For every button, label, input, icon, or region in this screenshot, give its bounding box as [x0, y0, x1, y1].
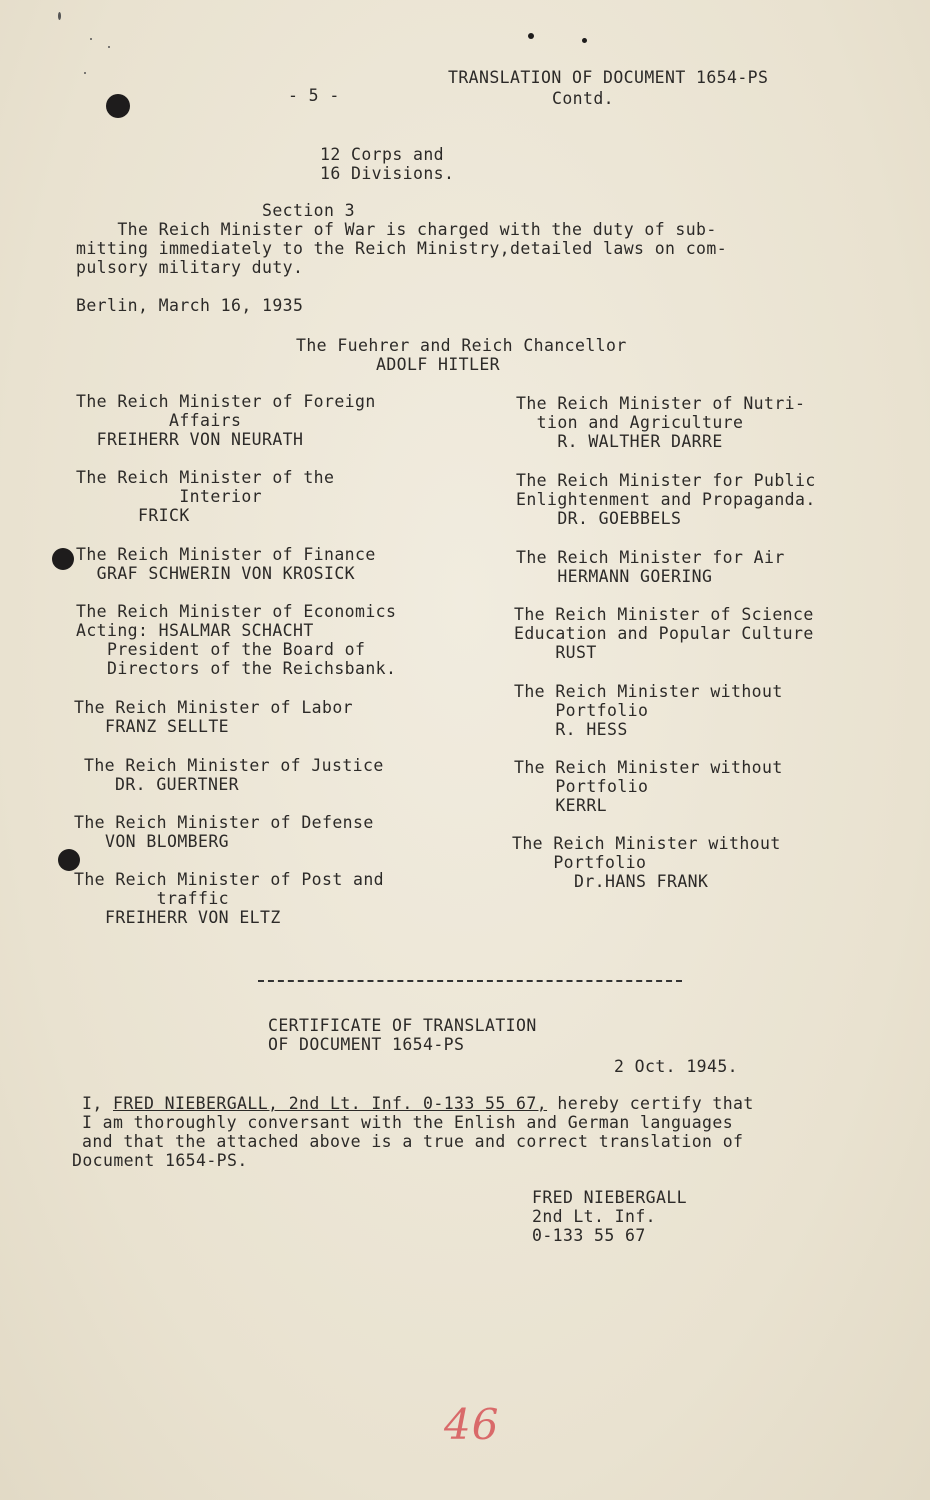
fuehrer-title: The Fuehrer and Reich Chancellor [296, 336, 627, 355]
translator-credentials: FRED NIEBERGALL, 2nd Lt. Inf. 0-133 55 67, [113, 1094, 548, 1113]
signature-line: 0-133 55 67 [532, 1226, 646, 1245]
minister-right-3 [516, 548, 785, 586]
handwritten-page-mark: 46 [444, 1400, 500, 1449]
minister-line: FRICK [76, 506, 190, 525]
minister-line: RUST [514, 643, 597, 662]
minister-line: The Reich Minister of Nutri- [516, 394, 806, 413]
minister-line: The Reich Minister without [512, 834, 781, 853]
minister-line: The Reich Minister of Labor [74, 698, 354, 717]
minister-left-8 [74, 870, 384, 927]
corps-line: 12 Corps and [320, 145, 445, 164]
certificate-line: Document 1654-PS. [72, 1151, 248, 1170]
punch-hole [106, 94, 130, 118]
speck [90, 38, 92, 40]
minister-right-7 [512, 834, 781, 891]
minister-line: Affairs [76, 411, 242, 430]
certificate-title-line: CERTIFICATE OF TRANSLATION [268, 1016, 537, 1035]
signature-line: FRED NIEBERGALL [532, 1188, 688, 1207]
minister-line: Directors of the Reichsbank. [76, 659, 397, 678]
corps-block [320, 145, 454, 183]
minister-line: The Reich Minister of Post and [74, 870, 385, 889]
minister-line: Interior [76, 487, 263, 506]
minister-line: traffic [74, 889, 230, 908]
minister-line: The Reich Minister for Public [516, 471, 816, 490]
minister-line: The Reich Minister of Justice [84, 756, 384, 775]
signature-block [532, 1188, 687, 1245]
minister-left-1 [76, 392, 376, 449]
punch-hole [52, 548, 74, 570]
punch-hole [58, 849, 80, 871]
minister-line: R. HESS [514, 720, 628, 739]
certificate-title [268, 1016, 537, 1054]
signature-line: 2nd Lt. Inf. [532, 1207, 657, 1226]
minister-right-1 [516, 394, 805, 451]
certificate-line-1 [72, 1094, 754, 1113]
fuehrer-name: ADOLF HITLER [376, 355, 501, 374]
corps-line: 16 Divisions. [320, 164, 455, 183]
minister-right-4 [514, 605, 814, 662]
minister-line: The Reich Minister without [514, 758, 783, 777]
minister-right-2 [516, 471, 816, 528]
minister-line: The Reich Minister of Defense [74, 813, 374, 832]
minister-line: The Reich Minister for Air [516, 548, 785, 567]
section-text [76, 220, 727, 277]
minister-line: Portfolio [514, 777, 649, 796]
page-number: - 5 - [288, 86, 340, 105]
minister-line: FRANZ SELLTE [74, 717, 230, 736]
certificate-line: and that the attached above is a true and correct translation of [82, 1132, 744, 1151]
minister-line: tion and Agriculture [516, 413, 744, 432]
minister-line: KERRL [514, 796, 608, 815]
minister-line: HERMANN GOERING [516, 567, 713, 586]
ink-dot [582, 38, 587, 43]
section-line: mitting immediately to the Reich Ministry,detailed laws on com- [76, 239, 728, 258]
minister-line: R. WALTHER DARRE [516, 432, 723, 451]
minister-line: The Reich Minister of the [76, 468, 335, 487]
contd-label: Contd. [552, 89, 615, 108]
minister-right-6 [514, 758, 783, 815]
section-heading: Section 3 [262, 201, 356, 220]
dashed-separator [258, 980, 682, 982]
section-line: The Reich Minister of War is charged with the duty of sub- [76, 220, 717, 239]
minister-line: Portfolio [512, 853, 647, 872]
minister-line: DR. GOEBBELS [516, 509, 682, 528]
certificate-title-line: OF DOCUMENT 1654-PS [268, 1035, 465, 1054]
minister-line: VON BLOMBERG [74, 832, 230, 851]
minister-left-4 [76, 602, 396, 678]
minister-line: The Reich Minister of Economics [76, 602, 397, 621]
minister-line: The Reich Minister of Foreign [76, 392, 376, 411]
minister-line: GRAF SCHWERIN VON KROSICK [76, 564, 356, 583]
cert-prefix: I, [82, 1094, 114, 1113]
minister-line: FREIHERR VON ELTZ [74, 908, 281, 927]
minister-left-6 [84, 756, 384, 794]
certificate-line: I am thoroughly conversant with the Enlish and German languages [82, 1113, 734, 1132]
minister-line: FREIHERR VON NEURATH [76, 430, 304, 449]
minister-line: The Reich Minister without [514, 682, 783, 701]
minister-line: Enlightenment and Propaganda. [516, 490, 816, 509]
minister-left-2 [76, 468, 334, 525]
certificate-date: 2 Oct. 1945. [614, 1057, 739, 1076]
minister-right-5 [514, 682, 783, 739]
cert-suffix: hereby certify that [547, 1094, 754, 1113]
speck [58, 12, 61, 20]
minister-line: Education and Popular Culture [514, 624, 814, 643]
document-title: TRANSLATION OF DOCUMENT 1654-PS [448, 68, 769, 87]
minister-left-3 [76, 545, 376, 583]
minister-left-7 [74, 813, 374, 851]
minister-line: Dr.HANS FRANK [512, 872, 709, 891]
speck [84, 72, 86, 74]
section-line: pulsory military duty. [76, 258, 304, 277]
ink-dot [528, 33, 534, 39]
place-date: Berlin, March 16, 1935 [76, 296, 304, 315]
minister-line: The Reich Minister of Finance [76, 545, 376, 564]
speck [108, 46, 110, 48]
minister-line: Portfolio [514, 701, 649, 720]
minister-line: DR. GUERTNER [84, 775, 240, 794]
minister-line: Acting: HSALMAR SCHACHT [76, 621, 314, 640]
certificate-body [72, 1094, 754, 1170]
minister-left-5 [74, 698, 353, 736]
minister-line: President of the Board of [76, 640, 366, 659]
minister-line: The Reich Minister of Science [514, 605, 814, 624]
